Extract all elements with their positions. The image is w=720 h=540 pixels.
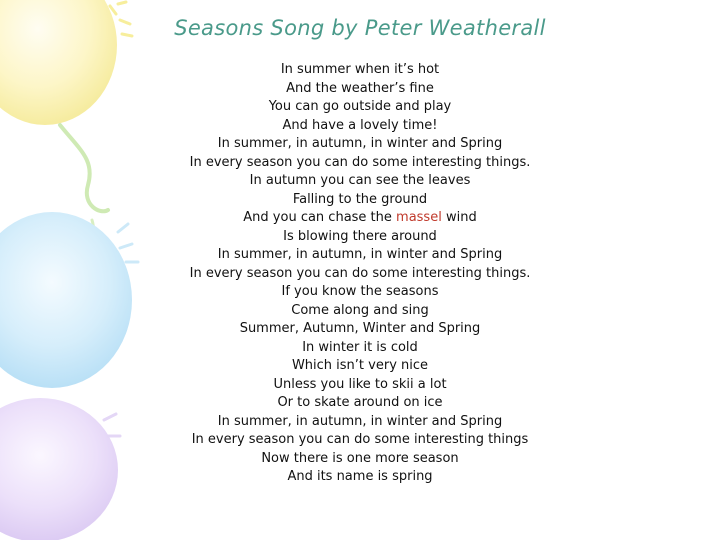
poem-line: Summer, Autumn, Winter and Spring — [239, 321, 481, 336]
poem-line: In every season you can do some interesting things. — [189, 265, 531, 281]
poem-line: In summer, in autumn, in winter and Spring — [217, 247, 503, 262]
poem-line: Unless you like to skii a lot — [273, 376, 447, 392]
poem-line: And have a lovely time! — [282, 117, 438, 133]
poem-line: And its name is spring — [287, 469, 433, 484]
poem-line: In winter it is cold — [302, 339, 418, 355]
poem-line: And the weather’s fine — [286, 80, 434, 96]
poem-line: If you know the seasons — [281, 284, 439, 299]
poem-line: Is blowing there around — [283, 228, 437, 244]
poem-line-text: And you can chase the — [243, 210, 397, 225]
poem-line: In summer, in autumn, in winter and Spring — [217, 136, 503, 151]
poem-line — [0, 209, 720, 228]
highlighted-word: massel — [396, 210, 442, 225]
poem-line: Now there is one more season — [261, 450, 459, 466]
poem-line: In every season you can do some interesting things. — [189, 154, 531, 170]
poem-line: Or to skate around on ice — [277, 395, 443, 410]
poem-line: Come along and sing — [291, 302, 429, 318]
poem-line: Which isn’t very nice — [291, 358, 429, 373]
poem-line: In summer when it’s hot — [280, 62, 440, 77]
poem-line: In summer, in autumn, in winter and Spring — [217, 413, 503, 429]
page-title: Seasons Song by Peter Weatherall — [174, 16, 546, 40]
poem-line: In every season you can do some interesting things — [191, 432, 529, 447]
poem-line-text: wind — [441, 210, 477, 225]
poem-body — [0, 61, 720, 487]
poem-line: You can go outside and play — [268, 99, 452, 114]
poem-line: In autumn you can see the leaves — [249, 173, 471, 188]
poem-line: Falling to the ground — [292, 191, 428, 207]
